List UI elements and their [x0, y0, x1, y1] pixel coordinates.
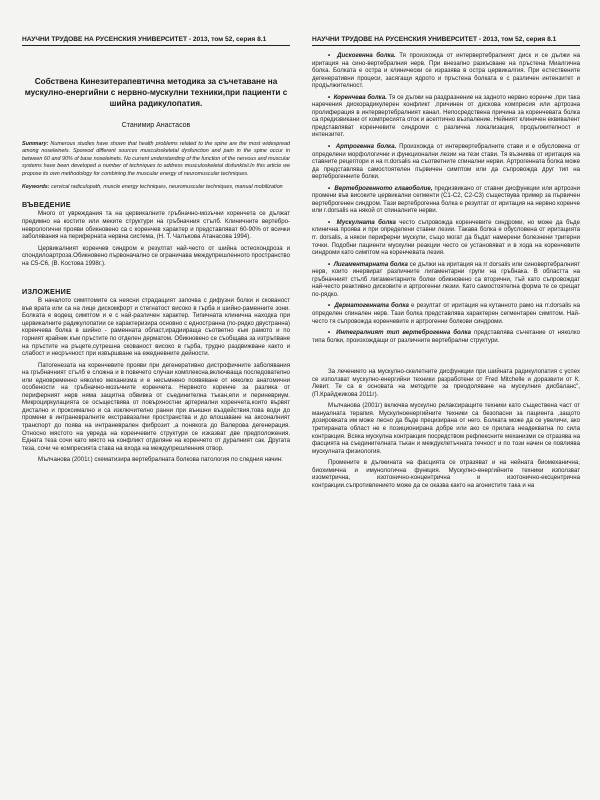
exposition-paragraph: Мълчанова (2001г.) схематизира вертебралната болкова патология по следния начин: — [38, 456, 283, 464]
body-paragraph: За лечението на мускулно-скелетните дисфункции при шийната радикулопатия с успех се използват мускулно-енергийни техники разработени от Fred Mitchelle и доразвити от К. Левит. Те са в основата на методите за преодоляване на мускулния дисбаланс", (П.Крайджикова 2011г). — [312, 368, 580, 398]
left-column — [22, 36, 290, 792]
bullet-text: предизвикано от ставни дисфункции или артрозни промени във високите цервикални сегменти (С1-С2, С2-С3) съществува пример за първичен вертеброгенен синдром. Тази вертеброгенна болка е резултат от иритация на нервно коренче или r.dorsalis на някой от спиналните нерви. — [312, 184, 580, 215]
exposition-paragraph: Патогенезата на коренчевите прояви при дегенеративно дистрофичните заболявания на гръбначният стълб е сложна и в повечето случаи комплексна,включваща последователно или едновременно няколко механизма и е несъмнено появяване от няколко анатомични особености на гръбначно-мозъчните коренчета. Нервното коренче за разлика от периферният нерв няма защитна обвивка от съединителна тъкан,епи и периневриум. Микроциркулацията се осъществява от повърхностни артериални коренчета,които вървят дистално и проксимално и са изключително ранни при външни въздействия,това води до промени в интраневралните екстравазални пространства и до влошаване на аксоналният транспорт до поява на интраневрален фиброзит ,а понякога до Валерова дегенерация. Относно мястото на увреда на коренчевите структури се изказват две предположения. Едната теза сочи като място на конфликт отделяне на коренчето от дуралният сак. Другата теза, сочи че компресията става на входа на междупрешленния отвор. — [22, 361, 290, 452]
article-title: Собствена Кинезитерапевтична методика за съчетаване на мускулно-енергийни с нервно-мускулни техники,при пациенти с шийна радикулопатия. — [24, 77, 288, 108]
bullet-text: Произхожда от интервертебралните стави и е обусловена от определени морфологични и функционални лезии на тези стави. Тя възниква от иритация на ставните рецептори и на rr.dorsalis на съответните спинални нерви. Артрогенната болка може да представлява самостоятелен първичен симптом или да съпровожда друг тип на вертеброгенните болки. — [312, 143, 580, 181]
bullet-term: Лигаментарната болка — [333, 260, 408, 268]
exposition-heading: ИЗЛОЖЕНИЕ — [22, 287, 72, 297]
running-header-left: НАУЧНИ ТРУДОВЕ НА РУСЕНСКИЯ УНИВЕРСИТЕТ - 2013, том 52, серия 8.1 — [22, 36, 290, 46]
bullet-item: • Дискогенна болка. Тя произхожда от интервертебралният диск и се дължи на иритация на сино-вертебралния нерв. При внезапно разкъсване на пръстена Миалгична болка. Болката е остра и клинически се изразява в остра цервикалгия. При естествените дегенеративни процеси, засягащи ядрото и пръстена болката е с различен интензитет и продължителност. — [312, 52, 580, 90]
bullet-term: Артрогенна болка. — [335, 143, 397, 151]
body-paragraph: Мълчанова (2001г) включва мускулно релаксиращите техники като съществена част от мануалната терапия. Мускулноенергийните техники са безопасни за пациента ,защото дозировката им може лесно да бъде прецизирана от него. Болката може да се увеличи, ако третираната област не е позиционирана добре или ако се прилага неадекватна по сила контракция. Всяка мускулна контракция посредством рефлексните механизми се отразява на фасцията на съединителната тъкан и междуклетъчната течност и по този начин се повлиява мускулната физиология. — [312, 402, 580, 455]
author-name: Станимир Анастасов — [121, 122, 191, 129]
keywords-block — [22, 184, 290, 191]
body-paragraph: Промените в дължината на фасцията се отразяват и на нейната биомеханична, биохимична и имунологична функция. Мускулно-енергийните техники използват изометрична, изотонично-концентрична и изотонично-ексцентрична контракции.съпротивлението може да се оказва както на агонистите така и на — [312, 459, 580, 489]
summary-text: Numerous studies have shown that health problems related to the spine are the most widespread among noseleinets. Sporeod different sources musculoskeletal dysfunction and pain in the spine occur in between 60 and 90% of base noseleinets. No current understanding of the function of the nervous and muscular systems have been developed a number of techniques to address musculoskeletal disfunktsii.In this article we propose its own methodology for combining the muscular energy of neuromuscular techniques. — [22, 141, 290, 177]
bullet-text: се дължи на иритация на rr dorsalis или синовертебралният нерв, които инервират различните лигаментарни групи на гръбнака. В областта на гръбначният стълб лигаментарните болки обикновено са вторични, тъй като съпровождат най-често реактивно дисковите и артрогенни лезии. Като самостоятелна форма те се срещат по-рядко. — [312, 260, 580, 298]
summary-label: Summary: — [22, 141, 49, 147]
intro-heading: ВЪВЕДЕНИЕ — [22, 200, 71, 210]
keywords-text: cervical radiculopath, muscle energy techniques, neuromuscular techniques, manual mobilization — [51, 184, 283, 191]
bullet-item: • Лигаментарната болка се дължи на иритация на rr dorsalis или синовертебралният нерв, които инервират различните лигаментарни групи на гръбнака. В областта на гръбначният стълб лигаментарните болки обикновено са вторични, тъй като съпровождат най-често реактивно дисковите и артрогенни лезии. Като самостоятелна форма те се срещат по-рядко. — [312, 260, 580, 298]
bullet-term: Дерматогенната болка — [334, 302, 409, 310]
exposition-paragraph: В началото симптомите са неясни страдащият започва с дифузни болки и скованост във врата или са на лице дискомфорт и стегнатост високо в гърба и шийно-раменните зони. Болката е водещ симптом и е с най-различен характер. Типичната клинична находка при цервикалните радикулопатии се характеризира основно с едностранна (по-рядко двустранна) коренчева болка в шийно - раменната област,ирадиираща съответно към рамото и по горният крайник към пръстите по отделен дерматом. Обикновено се съобщава за изтръпване на пръстите на ръцете,сутрешна скованост високо в гърба, трудно раздвижване както и слабост и несръчност при извършване на ежедневните дейности. — [22, 297, 290, 358]
bullet-term: Интегралният тип вертеброгенна болка — [336, 329, 472, 337]
running-header-right: НАУЧНИ ТРУДОВЕ НА РУСЕНСКИЯ УНИВЕРСИТЕТ - 2013, том 52, серия 8.1 — [312, 36, 580, 46]
bullet-term: Вертеброгенното главоболие, — [334, 184, 433, 192]
bullet-item: • Коренчева болка. Тя се дължи на раздразнение на задното нервно коренче ,при така наречения дискорадикулерен конфликт ,причинен от дискова компресия или артрозна пролиферация в интервертебралният канал. Непосредствена причина за коренчевата болка са предизвикани от компресията оток и асептично възпаление. Нейният клиничен еквивалент представляват коренчевите синдроми с различна локализация, продължителност и интензитет. — [312, 93, 580, 139]
bullet-item: • Мускулната болка често съпровожда коренчевите синдроми, но може да бъде клинична проява и при определени ставни лезии. Такава болка е обусловена от иритацията rr. dorsalis, а някои периферни мускули, също могат да бъдат намерени болезнени тригерни точки. Подобни пациенти мускулни реакции често се установяват и в хода на коренчевите синдроми като симптом на коренчевата лезия. — [312, 218, 580, 257]
summary-block — [22, 141, 290, 178]
bullet-text: е резултат от иритация на кутанното рамо на rr.dorsalis на определен спинален нерв. Тази болка представлява характерен сегментарен симптом. Най-често тя съпровожда коренчевите и артрогенни болкови синдроми. — [312, 302, 580, 325]
keywords-label: Keywords: — [22, 184, 50, 191]
bullet-text: често съпровожда коренчевите синдроми, но може да бъде клинична проява и при определени ставни лезии. Такава болка е обусловена от иритацията rr. dorsalis, а някои периферни мускули, също могат да бъдат намерени болезнени тригерни точки. Подобни пациенти мускулни реакции често се установяват и в хода на коренчевите синдроми като симптом на коренчевата лезия. — [312, 218, 580, 257]
intro-paragraph: Много от увреждания та на цервикалните гръбначно-мозъчни коренчета се дължат предимно на костите или меките структури на гръбначния стълб. Клиничните вертебро-неврологични прояви обикновено са с коренчев характер и представляват 60-90% от всички заболявания на периферната нервна система, (Н. Т. Чалъкова Атанасова 1994). — [22, 210, 290, 241]
intro-paragraph: Цервикалният коренчев синдром е резултат най-често от шийна остеохондроза и спондилоартроза.Обикновено първоначално се ограничава междупрешленното пространство на С5-С6, (В. Костова 1998г.). — [22, 244, 290, 267]
bullet-term: Мускулната болка — [336, 218, 396, 226]
bullet-term: Коренчева болка. — [333, 93, 387, 101]
bullet-text: Тя произхожда от интервертебралният диск и се дължи на иритация на сино-вертебралния нерв. При внезапно разкъсване на пръстена Миалгична болка. Болката е остра и клинически се изразява в остра цервикалгия. При естествените дегенеративни процеси, засягащи ядрото и пръстена болката е с различен интензитет и продължителност. — [312, 52, 580, 90]
bullet-text: Тя се дължи на раздразнение на задното нервно коренче ,при така наречения дискорадикулерен конфликт ,причинен от дискова компресия или артрозна пролиферация в интервертебралният канал. Непосредствена причина за коренчевата болка са предизвикани от компресията оток и асептично възпаление. Нейният клиничен еквивалент представляват коренчевите синдроми с различна локализация, продължителност и интензитет. — [312, 93, 580, 139]
bullet-item: • Артрогенна болка. Произхожда от интервертебралните стави и е обусловена от определени морфологични и функционални лезии на тези стави. Тя възниква от иритация на ставните рецептори и на rr.dorsalis на съответните спинални нерви. Артрогенната болка може да представлява самостоятелен първичен симптом или да съпровожда друг тип на вертеброгенните болки. — [312, 143, 580, 181]
bullet-item: • Дерматогенната болка е резултат от иритация на кутанното рамо на rr.dorsalis на определен спинален нерв. Тази болка представлява характерен сегментарен симптом. Най-често тя съпровожда коренчевите и артрогенни болкови синдроми. — [312, 302, 580, 325]
bullet-text: представлява съчетание от няколко типа болки, произхождащи от различните вертебрални структури. — [312, 329, 580, 344]
bullet-term: Дискогенна болка. — [337, 52, 396, 59]
bullet-item: • Интегралният тип вертеброгенна болка представлява съчетание от няколко типа болки, произхождащи от различните вертебрални структури. — [312, 329, 580, 344]
right-column — [312, 36, 580, 792]
bullet-item: • Вертеброгенното главоболие, предизвикано от ставни дисфункции или артрозни промени във високите цервикални сегменти (С1-С2, С2-С3) съществува пример за първичен вертеброгенен синдром. Тази вертеброгенна болка е резултат от иритация на нервно коренче или r.dorsalis на някой от спиналните нерви. — [312, 184, 580, 215]
